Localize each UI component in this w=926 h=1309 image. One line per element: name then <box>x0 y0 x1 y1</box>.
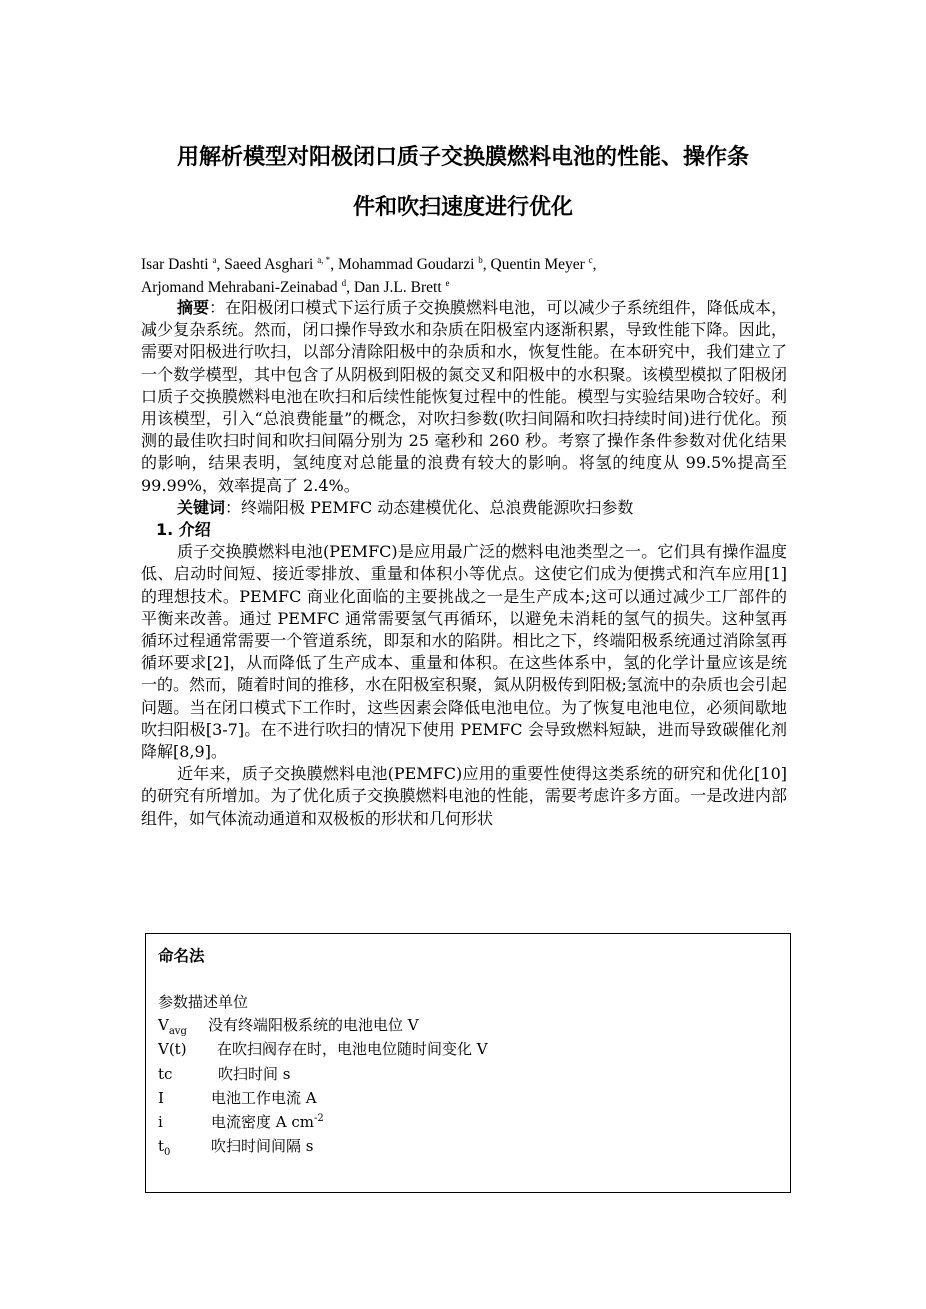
nomenclature-row <box>158 1038 488 1060</box>
keywords-label: 关键词 <box>177 497 226 517</box>
nomenclature-description: 电池工作电流 A <box>211 1089 317 1107</box>
nomenclature-symbol: i <box>158 1113 163 1131</box>
affiliation-mark: a <box>212 254 217 265</box>
author-name: Arjomand Mehrabani-Zeinabad <box>141 279 342 296</box>
author-name: , Mohammad Goudarzi <box>330 256 479 273</box>
nomenclature-row <box>158 1111 324 1133</box>
nomenclature-symbol: I <box>158 1089 164 1107</box>
paper-body <box>141 297 787 830</box>
nomenclature-row <box>158 1014 419 1036</box>
introduction-paragraph-2: 近年来，质子交换膜燃料电池(PEMFC)应用的重要性使得这类系统的研究和优化[10]的研究有所增加。为了优化质子交换膜燃料电池的性能，需要考虑许多方面。一是改进内部组件，如气体流动通道和双极板的形状和几何形状 <box>141 764 787 828</box>
affiliation-mark: a, * <box>317 254 331 265</box>
affiliation-mark: e <box>445 277 450 288</box>
author-name: , Quentin Meyer <box>482 256 589 273</box>
paper-title-line-1: 用解析模型对阳极闭口质子交换膜燃料电池的性能、操作条 <box>176 145 749 170</box>
nomenclature-description: 电流密度 A $cm^{-2}$ <box>211 1113 324 1131</box>
nomenclature-row <box>158 1063 290 1085</box>
author-name: , Dan J.L. Brett <box>346 279 446 296</box>
author-list <box>141 253 801 299</box>
nomenclature-description: 吹扫时间 s <box>218 1065 291 1083</box>
keywords <box>141 497 787 519</box>
author-separator: , <box>592 256 597 273</box>
author-name: , Saeed Asghari <box>216 256 318 273</box>
nomenclature-description: 在吹扫阀存在时，电池电位随时间变化 V <box>217 1040 488 1058</box>
abstract <box>141 297 787 497</box>
affiliation-mark: b <box>478 254 483 265</box>
nomenclature-description: 吹扫时间间隔 s <box>211 1137 314 1155</box>
affiliation-mark: c <box>588 254 593 265</box>
nomenclature-row <box>158 1087 317 1109</box>
nomenclature-symbol: $t_0$ <box>158 1137 171 1158</box>
author-name: Isar Dashti <box>141 256 213 273</box>
nomenclature-row <box>158 1135 313 1157</box>
nomenclature-header: 参数描述单位 <box>158 993 249 1011</box>
nomenclature-symbol: V(t) <box>158 1040 187 1058</box>
introduction-paragraph-1: 质子交换膜燃料电池(PEMFC)是应用最广泛的燃料电池类型之一。它们具有操作温度低、启动时间短、接近零排放、重量和体积小等优点。这使它们成为便携式和汽车应用[1]的理想技术。PEMFC 商业化面临的主要挑战之一是生产成本;这可以通过减少工厂部件的平衡来改善。通过 PEMFC 通常需要氢气再循环，以避免未消耗的氢气的损失。这种氢再循环过程通常需要一个管道系统，即泵和水的陷阱。相比之下，终端阳极系统通过消除氢再循环要求[2]，从而降低了生产成本、重量和体积。在这些体系中，氢的化学计量应该是统一的。然而，随着时间的推移，水在阳极室积聚，氮从阴极传到阳极;氢流中的杂质也会引起问题。当在闭口模式下工作时，这些因素会降低电池电位。为了恢复电池电位，必须间歇地吹扫阳极[3-7]。在不进行吹扫的情况下使用 PEMFC 会导致燃料短缺，进而导致碳催化剂降解[8,9]。 <box>141 542 787 762</box>
section-heading-introduction: 1. 介绍 <box>156 520 211 540</box>
nomenclature-symbol: tc <box>158 1065 173 1083</box>
nomenclature-symbol: $V_{avg}$ <box>158 1016 187 1037</box>
keywords-text: ：终端阳极 PEMFC 动态建模优化、总浪费能源吹扫参数 <box>225 497 634 517</box>
nomenclature-box <box>145 933 791 1193</box>
abstract-text: ：在阳极闭口模式下运行质子交换膜燃料电池，可以减少子系统组件，降低成本，减少复杂系统。然而，闭口操作导致水和杂质在阳极室内逐渐积累，导致性能下降。因此，需要对阳极进行吹扫，以部分清除阳极中的杂质和水，恢复性能。在本研究中，我们建立了一个数学模型，其中包含了从阴极到阳极的氮交叉和阳极中的水积聚。该模型模拟了阳极闭口质子交换膜燃料电池在吹扫和后续性能恢复过程中的性能。模型与实验结果吻合较好。利用该模型，引入“总浪费能量”的概念，对吹扫参数(吹扫间隔和吹扫持续时间)进行优化。预测的最佳吹扫时间和吹扫间隔分别为 25 毫秒和 260 秒。考察了操作条件参数对优化结果的影响，结果表明，氢纯度对总能量的浪费有较大的影响。将氢的纯度从 99.5%提高至 99.99%，效率提高了 2.4%。 <box>141 298 787 495</box>
nomenclature-description: 没有终端阳极系统的电池电位 V <box>208 1016 419 1034</box>
affiliation-mark: d <box>341 277 347 288</box>
paper-title-line-2: 件和吹扫速度进行优化 <box>352 195 573 220</box>
nomenclature-title: 命名法 <box>158 947 205 965</box>
abstract-label: 摘要 <box>177 298 210 317</box>
